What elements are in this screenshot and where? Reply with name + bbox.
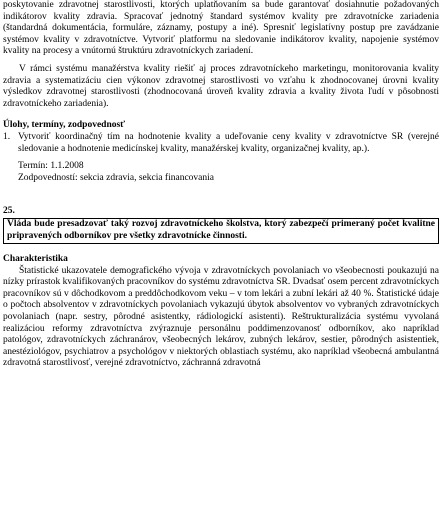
document-page — [3, 0, 439, 370]
task-text: Vytvoriť koordinačný tím na hodnotenie kvality a udeľovanie ceny kvality v zdravotníctve SR (verejné sledovanie a hodnotenie medicínskej kvality, manažérskej kvality, organizačnej kvality, ap.). — [18, 131, 439, 154]
task-item — [3, 132, 439, 155]
section-number: 25. — [3, 206, 15, 217]
characteristics-paragraph: Štatistické ukazovatele demografického vývoja v zdravotníckych povolaniach vo všeobecnosti poukazujú na nízky prírastok kvalifikovaných pracovníkov do systému zdravotníctva SR. Dvadsať osem percent zdravotníckych pracovníkov sú v dôchodkovom a preddôchodkovom veku – v tom lekári a zubní lekári až 40 %. Štatistické údaje o počtoch absolventov v zdravotníckych povolaniach vykazujú úbytok absolventov vo vybraných zdravotníckych povolaniach (napr. sestry, pôrodné asistentky, rádiologickí asistenti). Reštrukturalizácia systému vyvolaná realizáciou reformy zdravotníctva zvýraznuje personálnu poddimenzovanosť odborníkov, ako napríklad patológov, zdravotníckych záchranárov, všeobecných lekárov, zubných lekárov, sestier, pôrodných asistentiek, anestéziológov, psychiatrov a psychológov v niektorých oblastiach systému, ako napríklad všeobecná ambulantná zdravotná starostlivosť, verejné zdravotníctvo, záchranná zdravotná — [3, 265, 439, 369]
task-term: Termín: 1.1.2008 — [18, 161, 84, 172]
characteristics-heading: Charakteristika — [3, 254, 68, 265]
task-responsibility: Zodpovedností: sekcia zdravia, sekcia financovania — [18, 172, 214, 183]
section-goal-box: Vláda bude presadzovať taký rozvoj zdravotníckeho školstva, ktorý zabezpečí primeraný počet kvalitne pripravených odborníkov pre všetky zdravotnícke činnosti. — [3, 218, 439, 244]
paragraph-quality-standards: poskytovanie zdravotnej starostlivosti, ktorých uplatňovaním sa bude garantovať dosiahnutie požadovaných indikátorov kvality zdravia. Spracovať jednotný štandard systémov kvality pre zdravotnícke zariadenia (štandardná dokumentácia, formuláre, záznamy, postupy a iné). Spresniť legislatívny postup pre zavádzanie systémov kvality v zdravotníctve. Vytvoriť platformu na sledovanie indikátorov kvality, napojenie systémov kvality na procesy a vnútornú štruktúru zdravotníckych zariadení. — [3, 0, 439, 57]
paragraph-quality-management: V rámci systému manažérstva kvality riešiť aj proces zdravotníckeho marketingu, monitorovania kvality zdravia a systematizáciu cien výkonov zdravotnej starostlivosti vo vzťahu k zhodnocovanej úrovni kvality výsledkov zdravotnej starostlivosti (zhodnocovaná úroveň kvality zdravia a kvality života ľudí v pôsobnosti zdravotníckeho zariadenia). — [3, 63, 439, 109]
task-number: 1. — [3, 131, 11, 142]
tasks-heading: Úlohy, termíny, zodpovednosť — [3, 120, 126, 131]
